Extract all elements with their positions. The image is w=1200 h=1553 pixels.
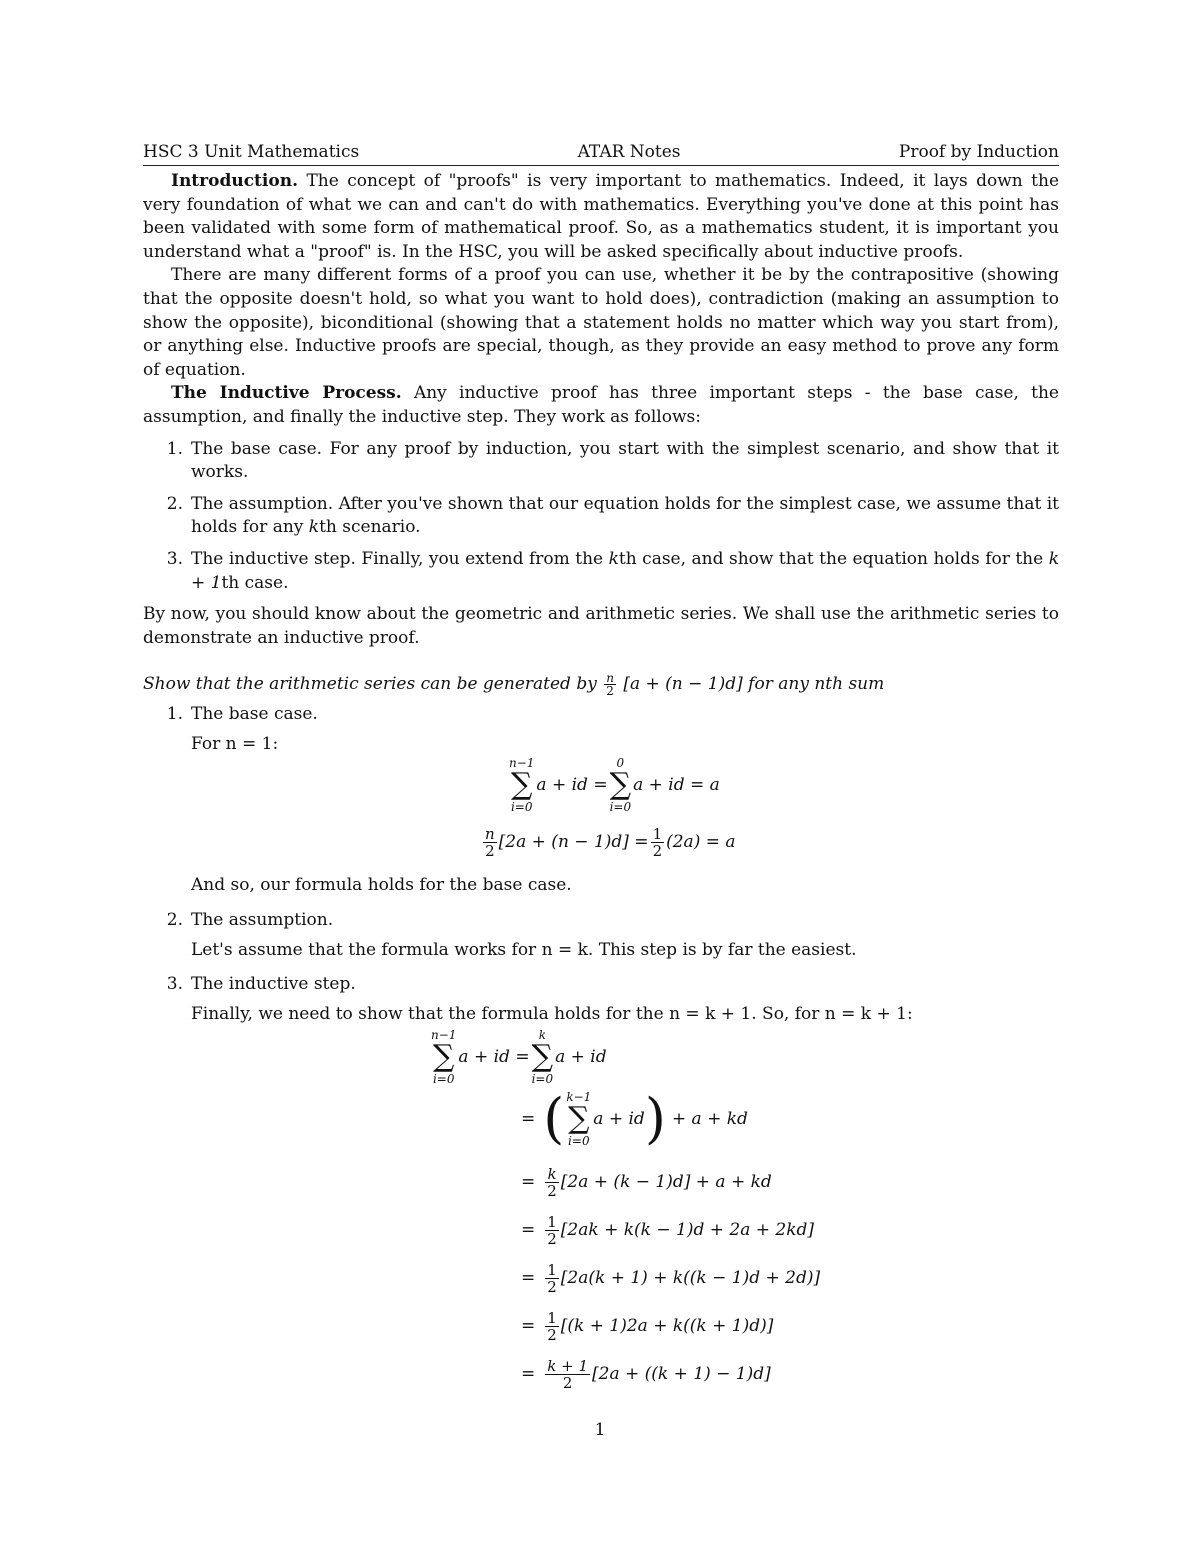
step-title: The inductive step. — [191, 974, 356, 995]
page-number: 1 — [594, 1420, 606, 1440]
step-number: 3. — [166, 548, 183, 569]
base-case-equations — [191, 756, 1059, 874]
proof-types-paragraph: There are many different forms of a proof you can use, whether it be by the contrapositive (showing that the opposite doesn't hold, so what you want to hold does), contradiction (making an assumption to show the opposite), biconditional (showing that a statement holds no matter which way you start from), or anything else. Inductive proofs are special, though, as they provide an easy method to prove any form of equation. — [143, 265, 1059, 380]
fraction: $\frac{n}{2}$ — [485, 825, 495, 861]
proof-step-assumption: 2. The assumption. Let's assume that the formula works for n = k. This step is by far the easiest. — [143, 909, 1059, 962]
intro-title: Introduction. — [171, 171, 298, 191]
inductive-step-equations — [191, 1026, 1059, 1406]
document-page — [143, 142, 1059, 1406]
step-text: Let's assume that the formula works for n = k. This step is by far the easiest. — [191, 939, 857, 960]
running-header — [143, 142, 1059, 166]
equation-line: = $\frac{1}{2}$ [2ak + k(k − 1)d + 2a + 2kd] — [521, 1213, 815, 1249]
summation-symbol: n−1 ∑ i=0 — [509, 756, 535, 815]
fraction: $\frac{n}{2}$ — [606, 671, 614, 699]
series-paragraph: By now, you should know about the geometric and arithmetic series. We shall use the arithmetic series to demonstrate an inductive proof. — [143, 604, 1059, 648]
theorem-statement: Show that the arithmetic series can be generated by $\frac{n}{2}$ [a + (n − 1)d] for any nth sum — [143, 671, 885, 699]
equation-line: = $\frac{k}{2}$ [2a + (k − 1)d] + a + kd — [521, 1165, 772, 1201]
step-text: Finally, we need to show that the formula holds for the n = k + 1. So, for n = k + 1: — [191, 1003, 913, 1024]
equation-line: n−1 ∑ i=0 a + id = k ∑ i=0 a + id — [431, 1028, 607, 1087]
step-text: The base case. For any proof by induction, you start with the simplest scenario, and show that it works. — [191, 438, 1059, 483]
fraction: $\frac{1}{2}$ — [652, 825, 663, 861]
fraction: $\frac{k + 1}{2}$ — [547, 1357, 588, 1393]
step-item — [143, 438, 1059, 485]
step-text: The assumption. After you've shown that our equation holds for the simplest case, we assume that it holds for any kth scenario. — [191, 493, 1059, 538]
steps-list — [143, 438, 1059, 596]
step-condition: For n = 1: — [191, 733, 279, 754]
proof-step-inductive: 3. The inductive step. Finally, we need to show that the formula holds for the n = k + 1. So, for n = k + 1: n−1 ∑ i=0 a + id = k ∑ i=0 a + id = ( k−1 ∑ i=0 a + id ) + a + kd = $\frac{k}{2}$ [2a + (k − 1)d] + a + kd = $\frac{1}{2}$ [2ak + k(k − 1)d + 2a + 2kd] = $\frac{1}{2}$ [2a(k + 1) + k((k − 1)d + 2d)] = $\frac{1}{2}$ [(k + 1)2a + k((k + 1)d)] = $\frac{k + 1}{2}$ [2a + ((k + 1) − 1)d] — [143, 973, 1059, 1406]
step-title: The assumption. — [191, 910, 334, 931]
step-conclusion: And so, our formula holds for the base case. — [191, 875, 572, 896]
step-item — [143, 493, 1059, 540]
fraction: $\frac{1}{2}$ — [547, 1213, 557, 1249]
step-item — [143, 548, 1059, 595]
fraction: $\frac{1}{2}$ — [547, 1261, 557, 1297]
header-right: Proof by Induction — [898, 142, 1059, 162]
step-number: 1. — [166, 438, 183, 459]
process-title: The Inductive Process. — [171, 383, 402, 404]
intro-text: The concept of "proofs" is very important to mathematics. Indeed, it lays down the very foundation of what we can and can't do with mathematics. Everything you've done at this point has been validated with some form of mathematical proof. So, as a mathematics student, it is important you understand what a "proof" is. In the HSC, you will be asked specifically about inductive proofs. — [143, 171, 1060, 262]
header-center: ATAR Notes — [577, 142, 681, 162]
summation-symbol: k ∑ i=0 — [531, 1028, 554, 1087]
equation-line: $\frac{n}{2}$ [2a + (n − 1)d] = $\frac{1}{2}$ (2a) = a — [485, 825, 736, 861]
step-title: The base case. — [191, 704, 318, 725]
equation-line: = $\frac{1}{2}$ [2a(k + 1) + k((k − 1)d + 2d)] — [521, 1261, 821, 1297]
summation-symbol: n−1 ∑ i=0 — [431, 1028, 457, 1087]
equation-line: n−1 ∑ i=0 a + id = 0 ∑ i=0 a + id = a — [509, 756, 720, 815]
fraction: $\frac{1}{2}$ — [547, 1309, 557, 1345]
summation-symbol: 0 ∑ i=0 — [609, 756, 632, 815]
process-text: Any inductive proof has three important steps - the base case, the assumption, and finally the inductive step. They work as follows: — [143, 383, 1059, 427]
proof-steps — [143, 703, 1059, 1406]
step-text: The inductive step. Finally, you extend from the kth case, and show that the equation holds for the k + 1th case. — [191, 548, 1059, 593]
summation-symbol: k−1 ∑ i=0 — [566, 1090, 592, 1149]
equation-line: = $\frac{k + 1}{2}$ [2a + ((k + 1) − 1)d] — [521, 1357, 771, 1393]
process-paragraph — [143, 382, 1059, 429]
proof-step-base: 1. The base case. For n = 1: n−1 ∑ i=0 a + id = 0 ∑ i=0 a + id = a $\frac{n}{2}$ [2a + (n − 1)d] = $\frac{1}{2}$ (2a) = a And so, our formula holds for the base case. — [143, 703, 1059, 898]
intro-paragraph — [143, 170, 1059, 264]
fraction: $\frac{k}{2}$ — [547, 1165, 557, 1201]
equation-line: = ( k−1 ∑ i=0 a + id ) + a + kd — [521, 1087, 748, 1151]
header-left: HSC 3 Unit Mathematics — [143, 142, 360, 162]
step-number: 2. — [166, 493, 183, 514]
equation-line: = $\frac{1}{2}$ [(k + 1)2a + k((k + 1)d)] — [521, 1309, 774, 1345]
